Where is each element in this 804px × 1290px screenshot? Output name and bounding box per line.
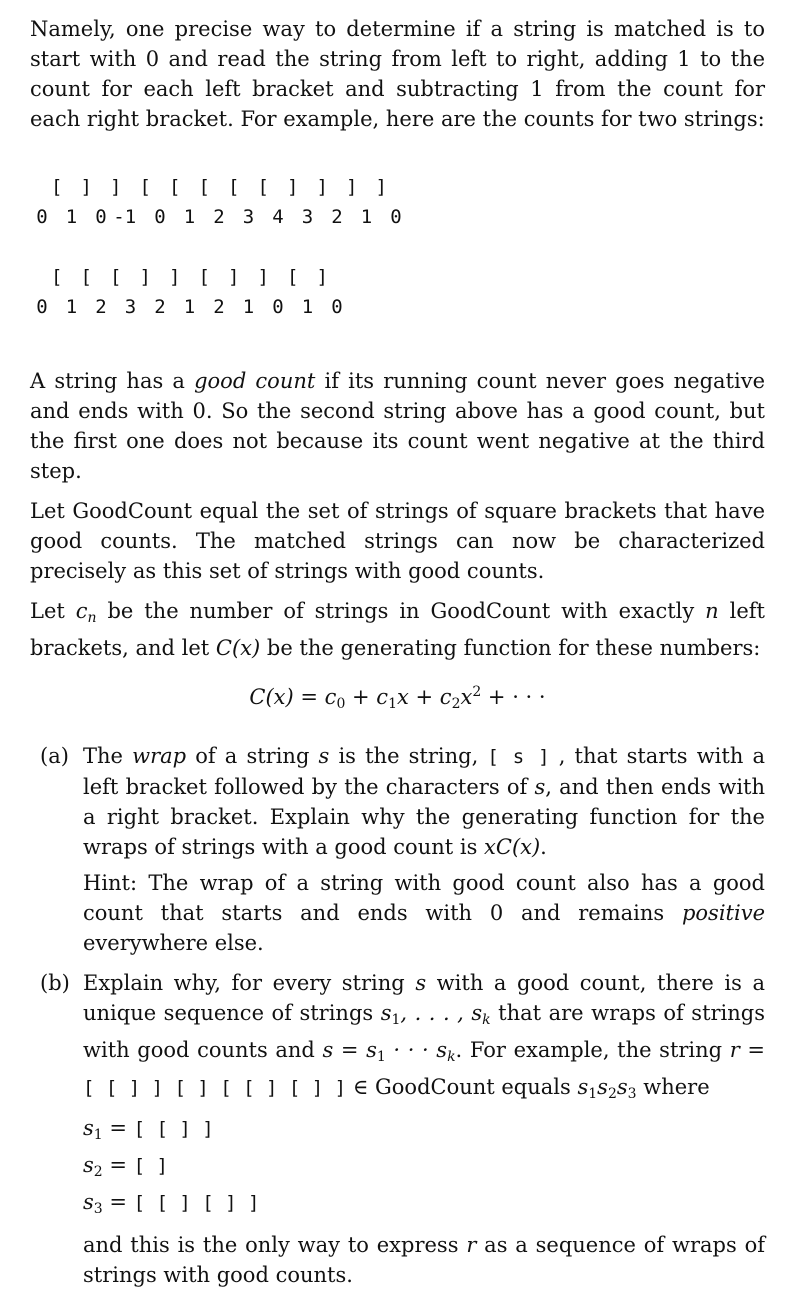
part-b-closing: and this is the only way to express r as a sequence of wraps of strings with good counts.: [83, 1233, 765, 1287]
ex1-bracket-4: [: [169, 176, 181, 198]
part-a-question: The wrap of a string s is the string, [ s ] , that starts with a left bracket followed by the characters of s, and then ends with a right bracket. Explain why the generating function for the wraps of strings with a good count is xC(x).: [83, 744, 766, 859]
example-2: [30, 262, 765, 322]
ex1-count-7: 3: [242, 206, 255, 228]
ex2-count-2: 2: [95, 296, 107, 318]
part-a-hint: Hint: The wrap of a string with good count also has a good count that starts and ends with 0 and remains positive everywhere else.: [83, 871, 765, 955]
ex1-bracket-0: [: [51, 176, 63, 198]
s1-definition: $s_1$ = [ [ ] ]: [83, 1116, 214, 1143]
ex1-count-6: 2: [213, 206, 225, 228]
ex1-count-10: 2: [331, 206, 343, 228]
r-code: [ [ ] ] [ ] [ [ ] [ ] ]: [83, 1077, 347, 1099]
good-count-paragraph: A string has a good count if its running count never goes negative and ends with 0. So the second string above has a good count, but the first one does not because its count went negative at the third step.: [30, 369, 765, 483]
part-b: [30, 968, 765, 1290]
intro-paragraph: Namely, one precise way to determine if a string is matched is to start with 0 and read the string from left to right, adding 1 to the count for each left bracket and subtracting 1 from the count for each right bracket. For example, here are the counts for two strings:: [30, 17, 765, 131]
ex1-count-12: 0: [390, 206, 402, 228]
ex2-count-0: 0: [36, 296, 48, 318]
ex2-count-10: 0: [331, 296, 343, 318]
ex2-bracket-5: [: [198, 266, 210, 288]
ex2-bracket-0: [: [51, 266, 63, 288]
ex2-count-6: 2: [213, 296, 225, 318]
ex1-count-0: 0: [36, 206, 48, 228]
part-a-label: (a): [40, 744, 69, 768]
wrap-code: [ s ]: [487, 746, 550, 768]
s2-definition: $s_2$ = [ ]: [83, 1153, 168, 1180]
ex2-bracket-9: ]: [316, 266, 328, 288]
ex1-bracket-9: ]: [316, 176, 328, 198]
ex1-count-5: 1: [183, 206, 196, 228]
ex1-count-1: 1: [65, 206, 78, 228]
s3-definition: $s_3$ = [ [ ] [ ] ]: [83, 1190, 260, 1217]
goodcount-set-paragraph: Let GoodCount equal the set of strings of square brackets that have good counts. The matched strings can now be characterized precisely as this set of strings with good counts.: [30, 499, 765, 583]
ex1-count-4: 0: [154, 206, 166, 228]
ex2-bracket-4: ]: [169, 266, 181, 288]
cn-definition-paragraph: Let $c_n$ be the number of strings in GoodCount with exactly n left brackets, and let C(x) be the generating function for these numbers:: [30, 599, 765, 660]
ex1-bracket-8: ]: [287, 176, 299, 198]
ex1-bracket-7: [: [257, 176, 269, 198]
example-1: [30, 172, 765, 232]
s-definitions: [83, 1113, 765, 1224]
document-page: [30, 14, 765, 1290]
ex1-count-2: 0: [95, 206, 107, 228]
ex2-bracket-3: ]: [139, 266, 151, 288]
ex1-bracket-2: ]: [110, 176, 122, 198]
part-a: [30, 741, 765, 958]
example-2-brackets: [30, 262, 765, 292]
example-2-counts: [30, 292, 765, 322]
ex2-count-5: 1: [183, 296, 196, 318]
ex2-count-1: 1: [65, 296, 78, 318]
ex2-bracket-8: [: [287, 266, 299, 288]
ex2-count-3: 3: [124, 296, 137, 318]
ex1-count-8: 4: [272, 206, 284, 228]
ex1-count-11: 1: [360, 206, 373, 228]
ex2-bracket-2: [: [110, 266, 122, 288]
ex1-bracket-10: ]: [346, 176, 358, 198]
ex2-bracket-7: ]: [257, 266, 269, 288]
example-1-counts: [30, 202, 765, 232]
generating-function-equation: $C(x) = c_0 + c_1x + c_2x^2$ + · · ·: [249, 684, 546, 712]
part-b-label: (b): [40, 971, 70, 995]
ex1-bracket-11: ]: [375, 176, 387, 198]
ex1-bracket-3: [: [139, 176, 151, 198]
ex2-bracket-1: [: [80, 266, 92, 288]
ex1-count-9: 3: [301, 206, 314, 228]
ex2-count-9: 1: [301, 296, 314, 318]
ex1-bracket-5: [: [198, 176, 210, 198]
example-1-brackets: [30, 172, 765, 202]
ex2-count-4: 2: [154, 296, 166, 318]
ex1-bracket-1: ]: [80, 176, 92, 198]
ex1-count-3: -1: [113, 206, 137, 228]
ex2-bracket-6: ]: [228, 266, 240, 288]
ex1-bracket-6: [: [228, 176, 240, 198]
good-count-term: good count: [194, 369, 316, 393]
ex2-count-7: 1: [242, 296, 255, 318]
part-b-question: Explain why, for every string s with a good count, there is a unique sequence of strings $s_1$, . . . , $s_k$ that are wraps of strings with good counts and $s = s_1$ · · · $s_k$. For example, the string r = [ [ ] ] [ ] [ [ ] [ ] ] ∈ GoodCount equals $s_1s_2s_3$ where: [83, 971, 766, 1102]
ex2-count-8: 0: [272, 296, 284, 318]
